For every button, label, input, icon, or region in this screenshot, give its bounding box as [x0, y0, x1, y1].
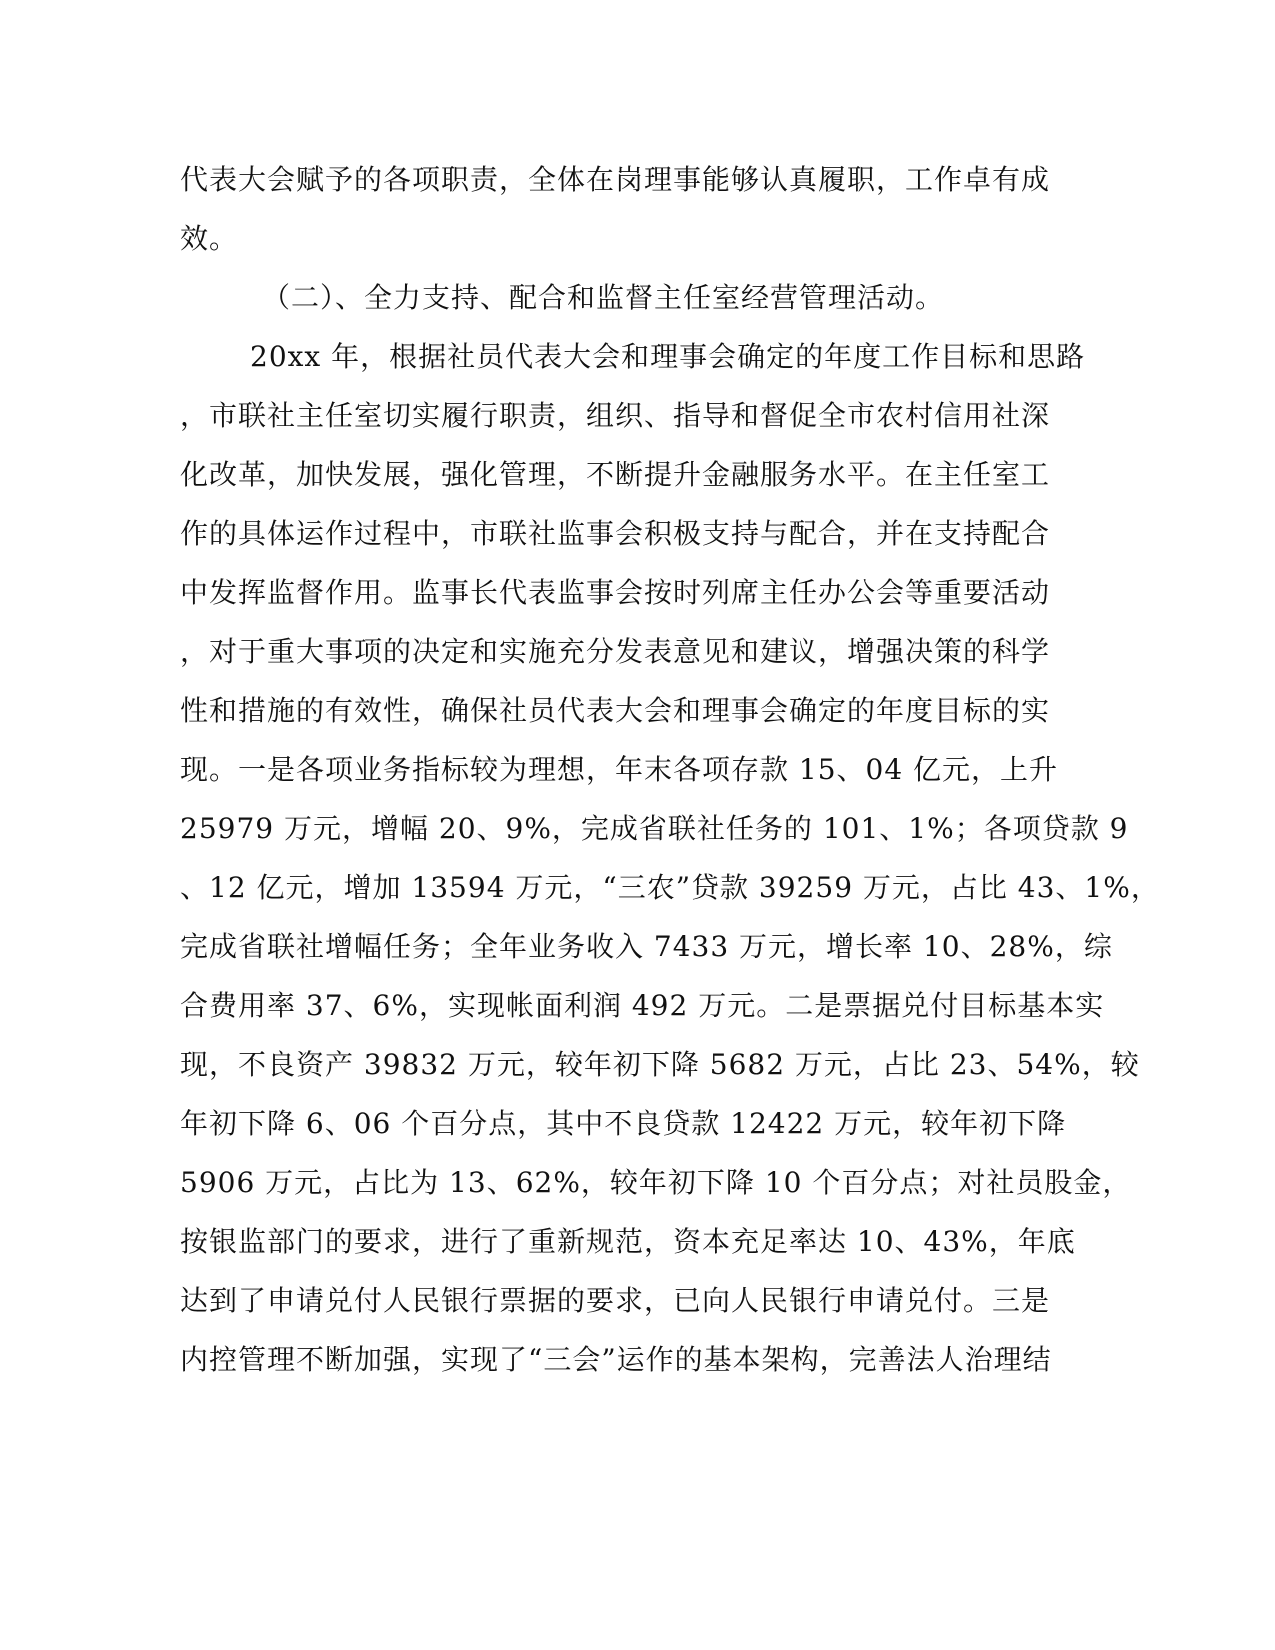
text-line: 效。 — [180, 222, 239, 255]
text-line: 性和措施的有效性，确保社员代表大会和理事会确定的年度目标的实 — [180, 694, 1051, 727]
text-line: 达到了申请兑付人民银行票据的要求，已向人民银行申请兑付。三是 — [180, 1284, 1051, 1317]
text-line: 化改革，加快发展，强化管理，不断提升金融服务水平。在主任室工 — [180, 458, 1051, 491]
text-line: 5906 万元，占比为 13、62%，较年初下降 10 个百分点；对社员股金， — [180, 1166, 1132, 1199]
text-line: ，对于重大事项的决定和实施充分发表意见和建议，增强决策的科学 — [180, 635, 1051, 668]
text-line: ，市联社主任室切实履行职责，组织、指导和督促全市农村信用社深 — [180, 399, 1051, 432]
section-heading: （二）、全力支持、配合和监督主任室经营管理活动。 — [262, 281, 945, 314]
text-line: 内控管理不断加强，实现了“三会”运作的基本架构，完善法人治理结 — [180, 1343, 1052, 1376]
text-line: 25979 万元，增幅 20、9%，完成省联社任务的 101、1%；各项贷款 9 — [180, 812, 1129, 845]
text-line: 现，不良资产 39832 万元，较年初下降 5682 万元，占比 23、54%，较 — [180, 1048, 1140, 1081]
text-line: 年初下降 6、06 个百分点，其中不良贷款 12422 万元，较年初下降 — [180, 1107, 1067, 1140]
text-line: 现。一是各项业务指标较为理想，年末各项存款 15、04 亿元，上升 — [180, 753, 1059, 786]
text-line: 合费用率 37、6%，实现帐面利润 492 万元。二是票据兑付目标基本实 — [180, 989, 1105, 1022]
text-line: 完成省联社增幅任务；全年业务收入 7433 万元，增长率 10、28%，综 — [180, 930, 1113, 963]
paragraph-first-line: 20xx 年，根据社员代表大会和理事会确定的年度工作目标和思路 — [250, 340, 1086, 373]
text-line: 按银监部门的要求，进行了重新规范，资本充足率达 10、43%，年底 — [180, 1225, 1076, 1258]
text-line: 中发挥监督作用。监事长代表监事会按时列席主任办公会等重要活动 — [180, 576, 1051, 609]
text-line: 代表大会赋予的各项职责，全体在岗理事能够认真履职，工作卓有成 — [180, 163, 1051, 196]
text-line: 作的具体运作过程中，市联社监事会积极支持与配合，并在支持配合 — [180, 517, 1051, 550]
text-line: 、12 亿元，增加 13594 万元，“三农”贷款 39259 万元，占比 43、1%， — [180, 871, 1160, 904]
